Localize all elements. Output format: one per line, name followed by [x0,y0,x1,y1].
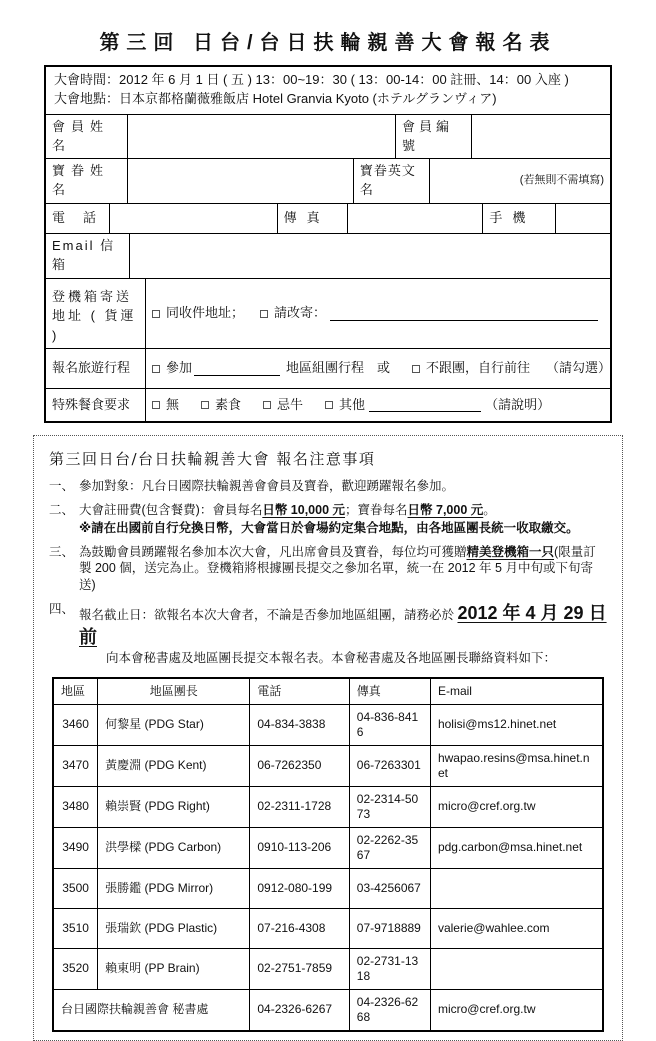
meal-other-blank[interactable] [369,398,481,412]
email-cell: hwapao.resins@msa.hinet.net [430,745,603,786]
district-cell: 3520 [53,948,98,989]
member-name-input[interactable] [127,115,395,159]
event-place: 大會地點：日本京都格蘭薇雅飯店 Hotel Granvia Kyoto (ホテルグランヴィア) [54,90,497,107]
option-change-address[interactable]: 請改寄： [260,304,326,323]
email-cell: holisi@ms12.hinet.net [430,704,603,745]
option-meal-none[interactable]: 無 [152,396,179,415]
leader-cell: 張勝鑑 (PDG Mirror) [98,868,250,908]
table-row [53,704,603,745]
email-cell: pdg.carbon@msa.hinet.net [430,827,603,868]
note-item-2 [49,502,607,538]
phone-cell: 0912-080-199 [250,868,349,908]
email-row [46,233,610,278]
phone-cell: 07-216-4308 [250,908,349,948]
trip-hint: （請勾選） [546,360,612,376]
note-item-4 [49,601,607,668]
checkbox-same-address[interactable] [152,310,160,318]
district-cell: 3500 [53,868,98,908]
note-number: 三、 [49,544,75,559]
leader-cell: 黃慶淵 (PDG Kent) [98,745,250,786]
checkbox-join-group[interactable] [152,365,160,373]
district-cell: 3510 [53,908,98,948]
header-email: E-mail [430,678,603,705]
note-text: 參加對象：凡台日國際扶輪親善會會員及寶眷，歡迎踴躍報名參加。 [79,479,455,494]
table-row [53,786,603,827]
registration-form-table [44,65,612,423]
option-self-go[interactable]: 不跟團，自行前往 [412,359,530,378]
phone-cell: 04-834-3838 [250,704,349,745]
district-leader-contact-table [52,677,604,1032]
leader-cell: 賴東明 (PP Brain) [98,948,250,989]
email-input[interactable] [129,234,610,278]
checkbox-meal-veg[interactable] [201,401,209,409]
email-cell: micro@cref.org.tw [430,786,603,827]
checkbox-meal-other[interactable] [325,401,333,409]
note-number: 二、 [49,503,75,517]
leader-cell: 何黎星 (PDG Star) [98,704,250,745]
header-phone: 電話 [250,678,349,705]
mobile-label: 手機 [482,204,555,233]
fax-cell: 02-2314-5073 [349,786,430,827]
leader-cell: 張瑞欽 (PDG Plastic) [98,908,250,948]
meal-options-cell [145,389,610,421]
note-number: 一、 [49,479,75,494]
checkbox-change-address[interactable] [260,310,268,318]
fax-cell: 02-2731-1318 [349,948,430,989]
district-cell: 3490 [53,827,98,868]
district-cell: 3460 [53,704,98,745]
notes-title: 第三回日台/台日扶輪親善大會 報名注意事項 [49,450,376,469]
leader-cell: 賴崇賢 (PDG Right) [98,786,250,827]
fax-cell: 03-4256067 [349,868,430,908]
meal-hint: （請說明） [485,396,551,412]
spouse-en-input[interactable] [429,159,610,203]
option-join-group[interactable]: 參加 [152,359,192,378]
note-number: 四、 [49,601,75,616]
meal-label: 特殊餐食要求 [52,396,131,412]
shipping-options-cell [145,279,610,349]
email-cell: valerie@wahlee.com [430,908,603,948]
note-text: 為鼓勵會員踴躍報名參加本次大會，凡出席會員及寶眷，每位均可獲贈精美登機箱一只(限量訂製 200 個，送完為止。登機箱將根據團長提交之參加名單，統一在 2012 年 5 月中旬或下旬寄送) [79,544,596,592]
secretariat-label-cell: 台日國際扶輪親善會 秘書處 [53,989,250,1031]
trip-join-suffix: 地區組團行程 或 [286,360,391,376]
trip-label: 報名旅遊行程 [52,360,131,376]
district-cell: 3480 [53,786,98,827]
spouse-name-row [46,158,610,203]
phone-cell: 02-2751-7859 [250,948,349,989]
member-no-input[interactable] [471,115,610,159]
event-place-katakana: ホテルグランヴィア [376,91,493,107]
table-header-row [53,678,603,705]
note-text: 大會註冊費(包含餐費)：會員每名日幣 10,000 元；寶眷每名日幣 7,000 元。 [79,503,496,517]
change-address-blank[interactable] [330,307,598,321]
member-no-label: 會員編號 [395,115,471,159]
checkbox-meal-none[interactable] [152,401,160,409]
header-leader: 地區團長 [98,678,250,705]
option-meal-other[interactable]: 其他 [325,396,365,415]
page-title: 第三回 日台/台日扶輪親善大會報名表 [99,32,557,54]
table-row [53,745,603,786]
event-time: 大會時間：2012 年 6 月 1 日 ( 五 ) 13：00~19：30 ( 13：00-14：00 註冊、14：00 入座 ) [54,72,569,87]
fax-cell: 06-7263301 [349,745,430,786]
fax-cell: 04-2326-6268 [349,989,430,1031]
trip-row [46,348,610,388]
fax-cell: 07-9718889 [349,908,430,948]
fax-cell: 02-2262-3567 [349,827,430,868]
fax-cell: 04-836-8416 [349,704,430,745]
member-name-label: 會員姓名 [52,118,110,153]
phone-input[interactable] [109,204,277,233]
option-meal-no-beef[interactable]: 忌牛 [263,396,303,415]
note-item-1 [49,478,607,496]
fax-input[interactable] [347,204,483,233]
phone-cell: 06-7262350 [250,745,349,786]
note-text: 向本會秘書處及地區團長提交本報名表。本會秘書處及各地區團長聯絡資料如下： [106,650,557,665]
note-item-3 [49,544,607,595]
header-fax: 傳真 [349,678,430,705]
spouse-en-label: 寶眷英文名 [353,159,429,203]
shipping-address-row [46,278,610,349]
email-label: Email 信箱 [52,238,116,272]
shipping-label: 登機箱寄送 地址 ( 貨運 ) [52,288,137,343]
mobile-input[interactable] [555,204,610,233]
member-name-row [46,114,610,159]
note-text: ※請在出國前自行兌換日幣，大會當日於會場約定集合地點，由各地區團長統一收取繳交。 [79,520,579,535]
event-info-row [46,67,610,114]
option-same-address[interactable]: 同收件地址； [152,304,244,323]
spouse-name-input[interactable] [127,159,353,203]
spouse-name-label: 寶眷姓名 [52,163,110,198]
table-footer-row [53,989,603,1031]
table-row [53,948,603,989]
header-district: 地區 [53,678,98,705]
table-row [53,908,603,948]
leader-cell: 洪學樑 (PDG Carbon) [98,827,250,868]
checkbox-self-go[interactable] [412,365,420,373]
checkbox-meal-no-beef[interactable] [263,401,271,409]
meal-row [46,388,610,421]
join-group-blank[interactable] [194,362,280,376]
note-text: 報名截止日：欲報名本次大會者，不論是否參加地區組團，請務必於 2012 年 4 月 29 日前 [79,602,607,647]
email-cell: micro@cref.org.tw [430,989,603,1031]
phone-label: 電話 [52,210,115,226]
option-meal-veg[interactable]: 素食 [201,396,241,415]
email-cell [430,868,603,908]
notes-section [33,435,623,1040]
phone-cell: 04-2326-6267 [250,989,349,1031]
event-info-cell [46,67,610,114]
fax-label: 傳真 [277,204,347,233]
phone-cell: 0910-113-206 [250,827,349,868]
table-row [53,827,603,868]
email-cell [430,948,603,989]
phone-cell: 02-2311-1728 [250,786,349,827]
table-row [53,868,603,908]
trip-options-cell [145,349,617,388]
phone-row [46,203,610,233]
district-cell: 3470 [53,745,98,786]
spouse-en-note: (若無則不需填寫) [519,174,605,187]
